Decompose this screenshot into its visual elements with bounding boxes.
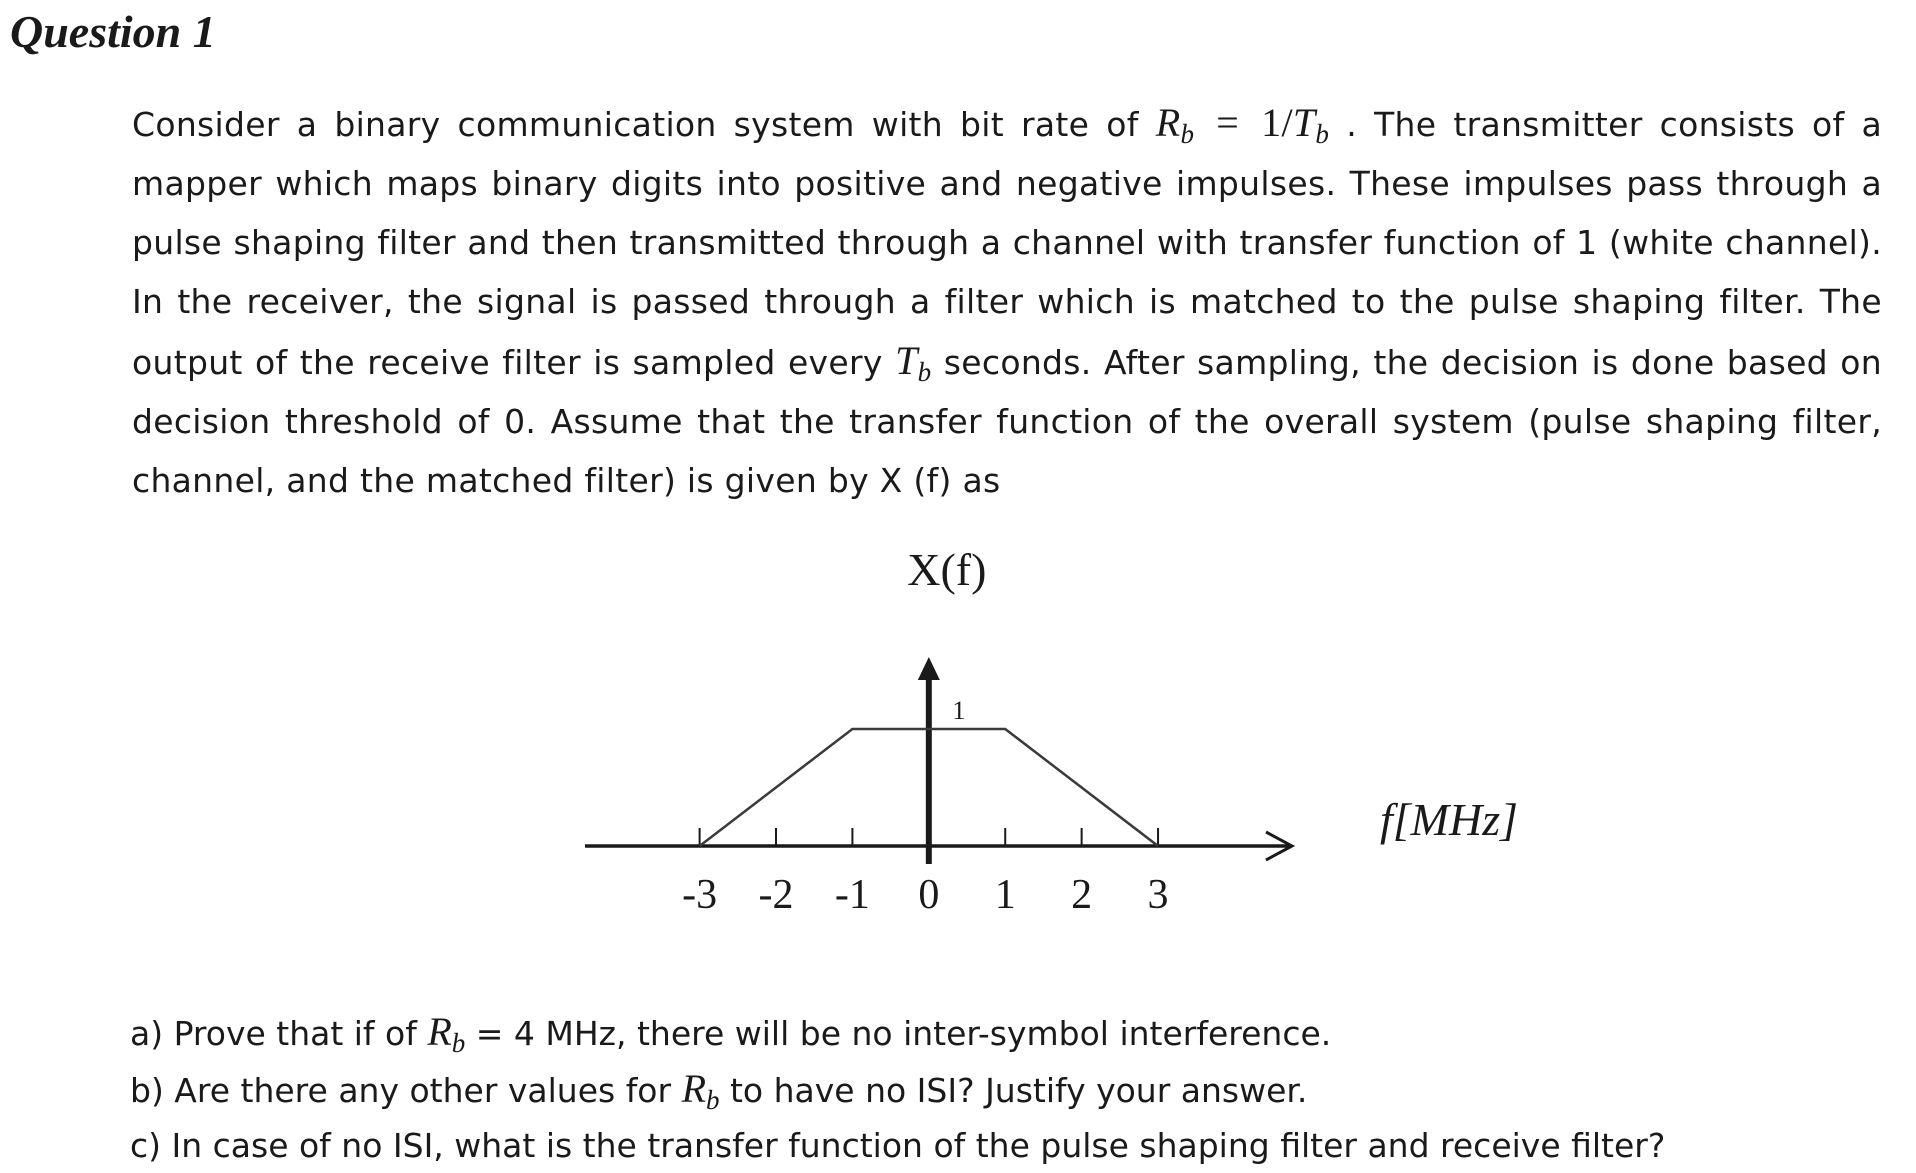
x-tick-label: 2 bbox=[1071, 872, 1093, 918]
transfer-function-figure bbox=[560, 540, 1520, 945]
transfer-function-chart bbox=[560, 540, 1520, 940]
x-axis-label: f[MHz] bbox=[1380, 794, 1519, 845]
y-axis-arrow bbox=[918, 657, 940, 680]
x-tick-label: -2 bbox=[758, 872, 794, 918]
peak-value-label: 1 bbox=[952, 696, 966, 725]
chart-title: X(f) bbox=[907, 544, 987, 595]
one-over: 1/ bbox=[1261, 100, 1293, 145]
bit-period-symbol: $T_b$ bbox=[895, 338, 932, 387]
bit-period-symbol: $T_b$ bbox=[1292, 100, 1330, 149]
question-b: b) Are there any other values for $R_b$ to have no ISI? Justify your answer. bbox=[130, 1066, 1308, 1115]
x-tick-label: -3 bbox=[682, 872, 718, 918]
bit-rate-symbol: $R_b$ bbox=[427, 1009, 466, 1058]
problem-statement bbox=[132, 93, 1882, 510]
question-a: a) Prove that if of $R_b = 4$ MHz, there will be no inter-symbol interference. bbox=[130, 1009, 1332, 1058]
statement-text-1: Consider a binary communication system with bit rate of bbox=[132, 105, 1156, 144]
x-tick-label: 0 bbox=[918, 872, 940, 918]
question-title: Question 1 bbox=[10, 6, 216, 57]
x-tick-label: 1 bbox=[994, 872, 1016, 918]
bit-rate-symbol: $R_b$ bbox=[1155, 100, 1195, 149]
equals-sign: = bbox=[1216, 100, 1240, 145]
statement-text-3: seconds. After sampling, the decision is done based on decision threshold of 0. Assume that the transfer function of the overall system (pulse shaping filter, channel, and the matched filter) is given by X (f) as bbox=[132, 343, 1883, 500]
statement-text-2: . The transmitter consists of a mapper which maps binary digits into positive and negative impulses. These impulses pass through a pulse shaping filter and then transmitted through a channel with transfer function of 1 (white channel). In the receiver, the signal is passed through a filter which is matched to the pulse shaping filter. The output of the receive filter is sampled every bbox=[132, 105, 1882, 382]
sub-questions bbox=[130, 1004, 1665, 1173]
bit-rate-symbol: $R_b$ bbox=[681, 1066, 720, 1115]
x-tick-label: 3 bbox=[1147, 872, 1169, 918]
question-c: c) In case of no ISI, what is the transfer function of the pulse shaping filter and receive filter? bbox=[130, 1126, 1666, 1165]
x-tick-label: -1 bbox=[834, 872, 870, 918]
